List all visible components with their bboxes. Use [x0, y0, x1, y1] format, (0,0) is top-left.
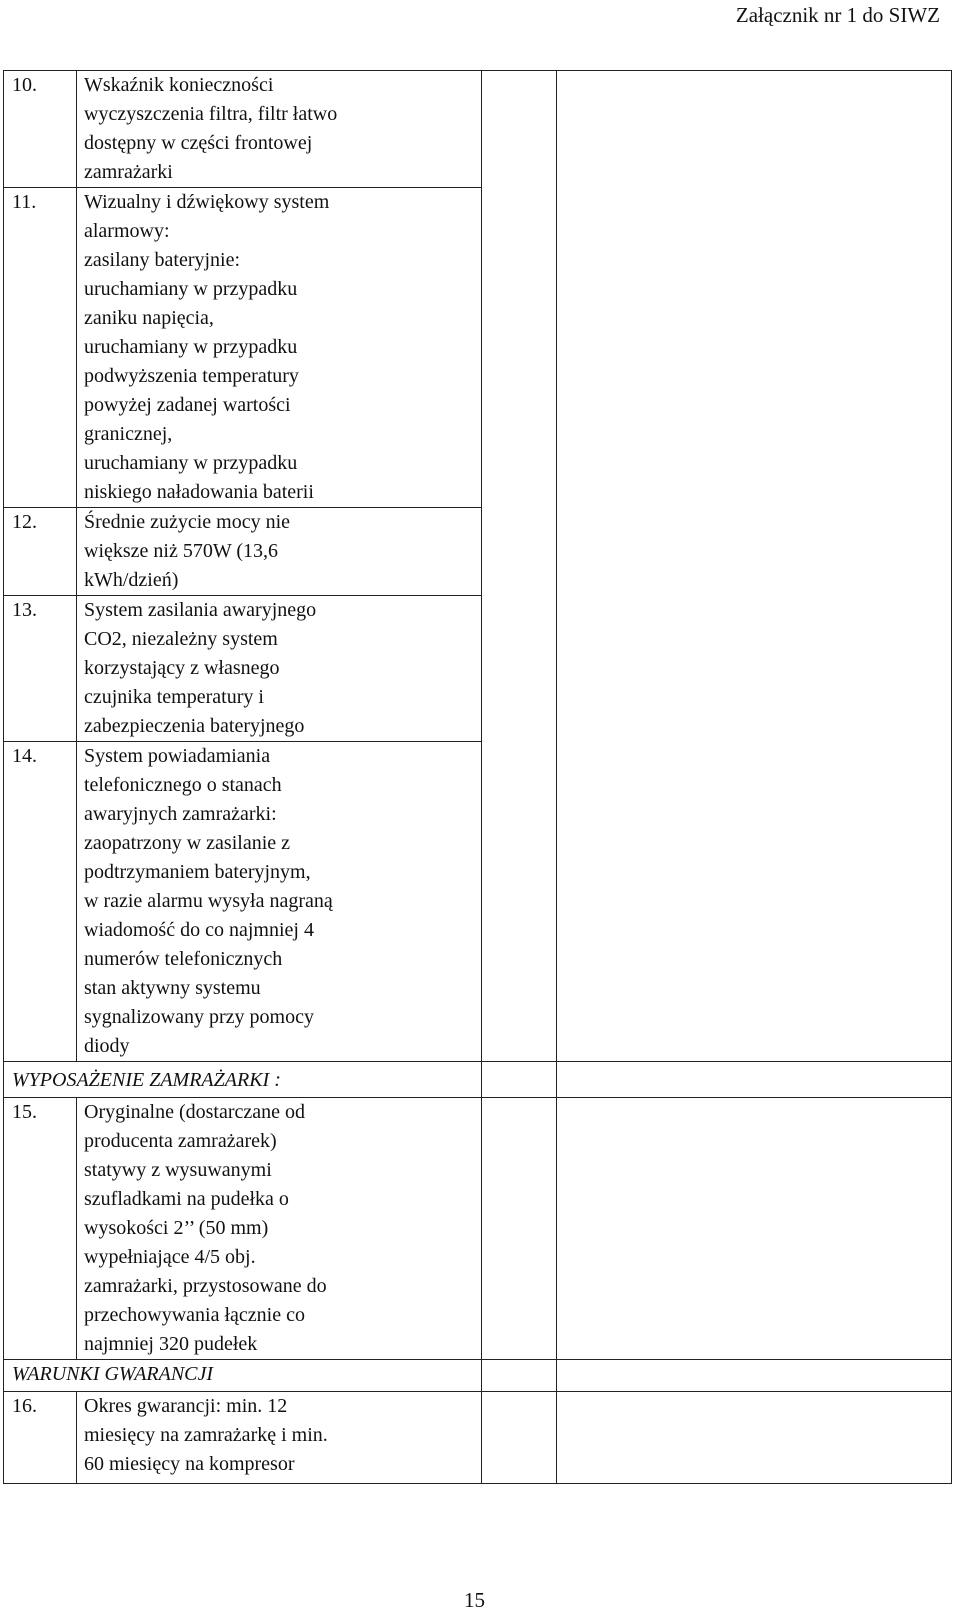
row-description [77, 71, 482, 188]
row-description [77, 1392, 482, 1484]
description-line: wyczyszczenia filtra, filtr łatwo [84, 103, 338, 125]
specification-table [3, 70, 952, 1484]
row-number: 13. [4, 596, 77, 742]
row-description [77, 508, 482, 596]
empty-cell [557, 1392, 952, 1484]
description-line: uruchamiany w przypadku [84, 452, 298, 474]
description-line: uruchamiany w przypadku [84, 278, 298, 300]
row-number: 15. [4, 1098, 77, 1360]
row-description [77, 188, 482, 508]
row-number: 10. [4, 71, 77, 188]
description-line: alarmowy: [84, 220, 170, 242]
description-line: podwyższenia temperatury [84, 365, 299, 387]
row-number: 11. [4, 188, 77, 508]
description-line: CO2, niezależny system [84, 628, 278, 650]
empty-cell [557, 71, 952, 1062]
page-number: 15 [464, 1588, 485, 1612]
description-line: miesięcy na zamrażarkę i min. [84, 1424, 328, 1446]
description-line: większe niż 570W (13,6 [84, 540, 279, 562]
description-line: System powiadamiania [84, 745, 271, 767]
description-line: szufladkami na pudełka o [84, 1188, 289, 1210]
description-line: telefonicznego o stanach [84, 774, 282, 796]
empty-cell [482, 1392, 557, 1484]
row-number: 12. [4, 508, 77, 596]
description-line: awaryjnych zamrażarki: [84, 803, 277, 825]
description-line: czujnika temperatury i [84, 686, 264, 708]
row-number: 14. [4, 742, 77, 1062]
description-line: niskiego naładowania baterii [84, 481, 314, 503]
description-line: zaniku napięcia, [84, 307, 214, 329]
description-line: Wizualny i dźwiękowy system [84, 191, 330, 213]
description-line: przechowywania łącznie co [84, 1304, 305, 1326]
description-line: wypełniające 4/5 obj. [84, 1246, 256, 1268]
description-line: zasilany bateryjnie: [84, 249, 241, 271]
table-row [4, 1098, 952, 1360]
row-description [77, 596, 482, 742]
description-line: dostępny w części frontowej [84, 132, 313, 154]
section-heading-warranty: WARUNKI GWARANCJI [4, 1360, 482, 1392]
section-row-warranty [4, 1360, 952, 1392]
description-line: korzystający z własnego [84, 657, 280, 679]
row-description [77, 1098, 482, 1360]
empty-cell [482, 1360, 557, 1392]
description-line: statywy z wysuwanymi [84, 1159, 272, 1181]
empty-cell [557, 1062, 952, 1098]
document-header: Załącznik nr 1 do SIWZ [735, 3, 940, 27]
description-line: 60 miesięcy na kompresor [84, 1453, 295, 1475]
table-row [4, 1392, 952, 1484]
empty-cell [557, 1098, 952, 1360]
table-row [4, 71, 952, 188]
description-line: wysokości 2’’ (50 mm) [84, 1217, 269, 1239]
section-row-equipment [4, 1062, 952, 1098]
empty-cell [557, 1360, 952, 1392]
description-line: zamrażarki [84, 161, 173, 183]
description-line: zamrażarki, przystosowane do [84, 1275, 327, 1297]
description-line: stan aktywny systemu [84, 977, 261, 999]
description-line: sygnalizowany przy pomocy [84, 1006, 314, 1028]
description-line: powyżej zadanej wartości [84, 394, 291, 416]
description-line: podtrzymaniem bateryjnym, [84, 861, 311, 883]
description-line: kWh/dzień) [84, 569, 179, 591]
description-line: najmniej 320 pudełek [84, 1333, 258, 1355]
description-line: zaopatrzony w zasilanie z [84, 832, 291, 854]
empty-cell [482, 71, 557, 1062]
description-line: uruchamiany w przypadku [84, 336, 298, 358]
row-number: 16. [4, 1392, 77, 1484]
description-line: w razie alarmu wysyła nagraną [84, 890, 333, 912]
description-line: Oryginalne (dostarczane od [84, 1101, 306, 1123]
description-line: numerów telefonicznych [84, 948, 283, 970]
description-line: Średnie zużycie mocy nie [84, 511, 291, 533]
description-line: System zasilania awaryjnego [84, 599, 317, 621]
empty-cell [482, 1062, 557, 1098]
description-line: granicznej, [84, 423, 173, 445]
section-heading-equipment: WYPOSAŻENIE ZAMRAŻARKI : [4, 1062, 482, 1098]
description-line: Wskaźnik konieczności [84, 74, 274, 96]
empty-cell [482, 1098, 557, 1360]
description-line: diody [84, 1035, 130, 1057]
description-line: zabezpieczenia bateryjnego [84, 715, 305, 737]
description-line: producenta zamrażarek) [84, 1130, 277, 1152]
row-description [77, 742, 482, 1062]
description-line: Okres gwarancji: min. 12 [84, 1395, 288, 1417]
description-line: wiadomość do co najmniej 4 [84, 919, 314, 941]
